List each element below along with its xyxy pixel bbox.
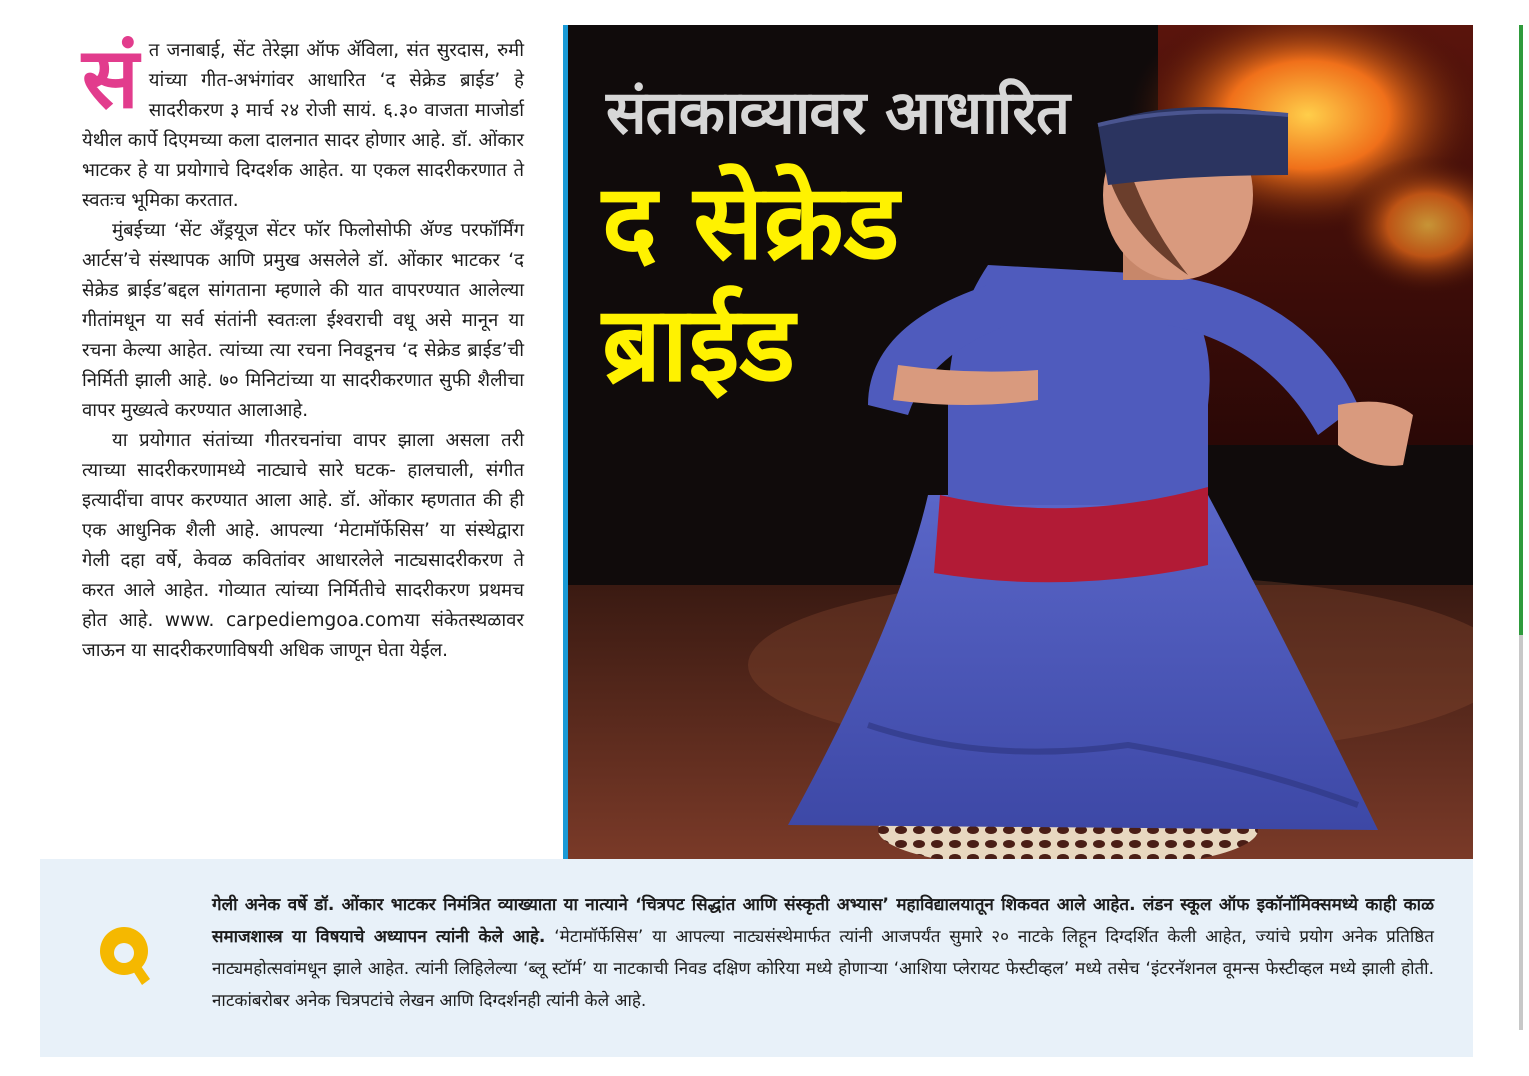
column-rule-green <box>1519 25 1523 635</box>
column-rule-gray <box>1519 635 1523 1030</box>
bio-text <box>212 889 1434 1017</box>
article-paragraph-3: या प्रयोगात संतांच्या गीतरचनांचा वापर झाला असला तरी त्याच्या सादरीकरणामध्ये नाट्याचे सारे घटक- हालचाली, संगीत इत्यादींचा वापर करण्यात आला आहे. डॉ. ओंकार म्हणतात की ही एक आधुनिक शैली आहे. आपल्या ‘मेटामॉर्फेसिस’ या संस्थेद्वारा गेली दहा वर्षे, केवळ कवितांवर आधारलेले नाट्यसादरीकरण ते करत आले आहेत. गोव्यात त्यांच्या निर्मितीचे सादरीकरण प्रथमच होत आहे. www. carpediemgoa.comया संकेतस्थळावर जाऊन या सादरीकरणाविषयी अधिक जाणून घेता येईल. <box>82 430 524 661</box>
article-paragraph-2: मुंबईच्या ‘सेंट ॲंड्रयूज सेंटर फॉर फिलोसोफी ॲण्ड परफॉर्मिंग आर्टस’चे संस्थापक आणि प्रमुख असलेले डॉ. ओंकार भाटकर ‘द सेक्रेड ब्राईड’बद्दल सांगताना म्हणाले की यात वापरण्यात आलेल्या गीतांमधून या सर्व संतांनी स्वतःला ईश्वराची वधू असे मानून या रचना केल्या आहेत. त्यांच्या त्या रचना निवडूनच ‘द सेक्रेड ब्राईड’ची निर्मिती झाली आहे. ७० मिनिटांच्या या सादरीकरणात सुफी शैलीचा वापर मुख्यत्वे करण्यात आलाआहे. <box>82 220 524 421</box>
headline-kicker: संतकाव्यावर आधारित <box>606 78 1070 148</box>
bio-text-regular: ‘मेटामॉर्फेसिस’ या आपल्या नाट्यसंस्थेमार्फत त्यांनी आजपर्यंत सुमारे २० नाटके लिहून दिग्दर्शित केली आहेत, ज्यांचे प्रयोग अनेक प्रतिष्ठित नाट्यमहोत्सवांमधून झाले आहेत. त्यांनी लिहिलेल्या ‘ब्लू स्टॉर्म’ या नाटकाची निवड दक्षिण कोरिया मध्ये होणाऱ्या ‘आशिया प्लेरायट फेस्टीव्हल’ मध्ये तसेच ‘इंटरनॅशनल वूमन्स फेस्टीव्हल मध्ये झाली होती. नाटकांबरोबर अनेक चित्रपटांचे लेखन आणि दिग्दर्शनही त्यांनी केले आहे. <box>212 927 1434 1011</box>
bio-box <box>40 859 1473 1057</box>
headline-title: द सेक्रेड ब्राईड <box>602 161 900 405</box>
feature-photo <box>563 25 1473 859</box>
article-body <box>82 29 524 666</box>
bio-text-bold: गेली अनेक वर्षे डॉ. ओंकार भाटकर निमंत्रित व्याख्याता या नात्याने ‘चित्रपट सिद्धांत आणि संस्कृती अभ्यास’ महाविद्यालयातून शिकवत आले आहेत. लंडन स्कूल ऑफ इकॉनॉमिक्समध्ये काही काळ समाजशास्त्र या विषयाचे अध्यापन त्यांनी केले आहे. <box>212 895 1434 947</box>
article-paragraph-1-text: त जनाबाई, सेंट तेरेझा ऑफ ॲविला, संत सुरदास, रुमी यांच्या गीत-अभंगांवर आधारित ‘द सेक्रेड ब्राईड’ हे सादरीकरण ३ मार्च २४ रोजी सायं. ६.३० वाजता माजोर्डा येथील कार्पे दिएमच्या कला दालनात सादर होणार आहे. डॉ. ओंकार भाटकर हे या प्रयोगाचे दिग्दर्शक आहेत. या एकल सादरीकरणात ते स्वतःच भूमिका करतात. <box>82 40 524 211</box>
article-paragraph-1 <box>82 29 524 216</box>
drop-cap: सं <box>82 29 139 127</box>
q-logo-icon <box>96 923 156 993</box>
